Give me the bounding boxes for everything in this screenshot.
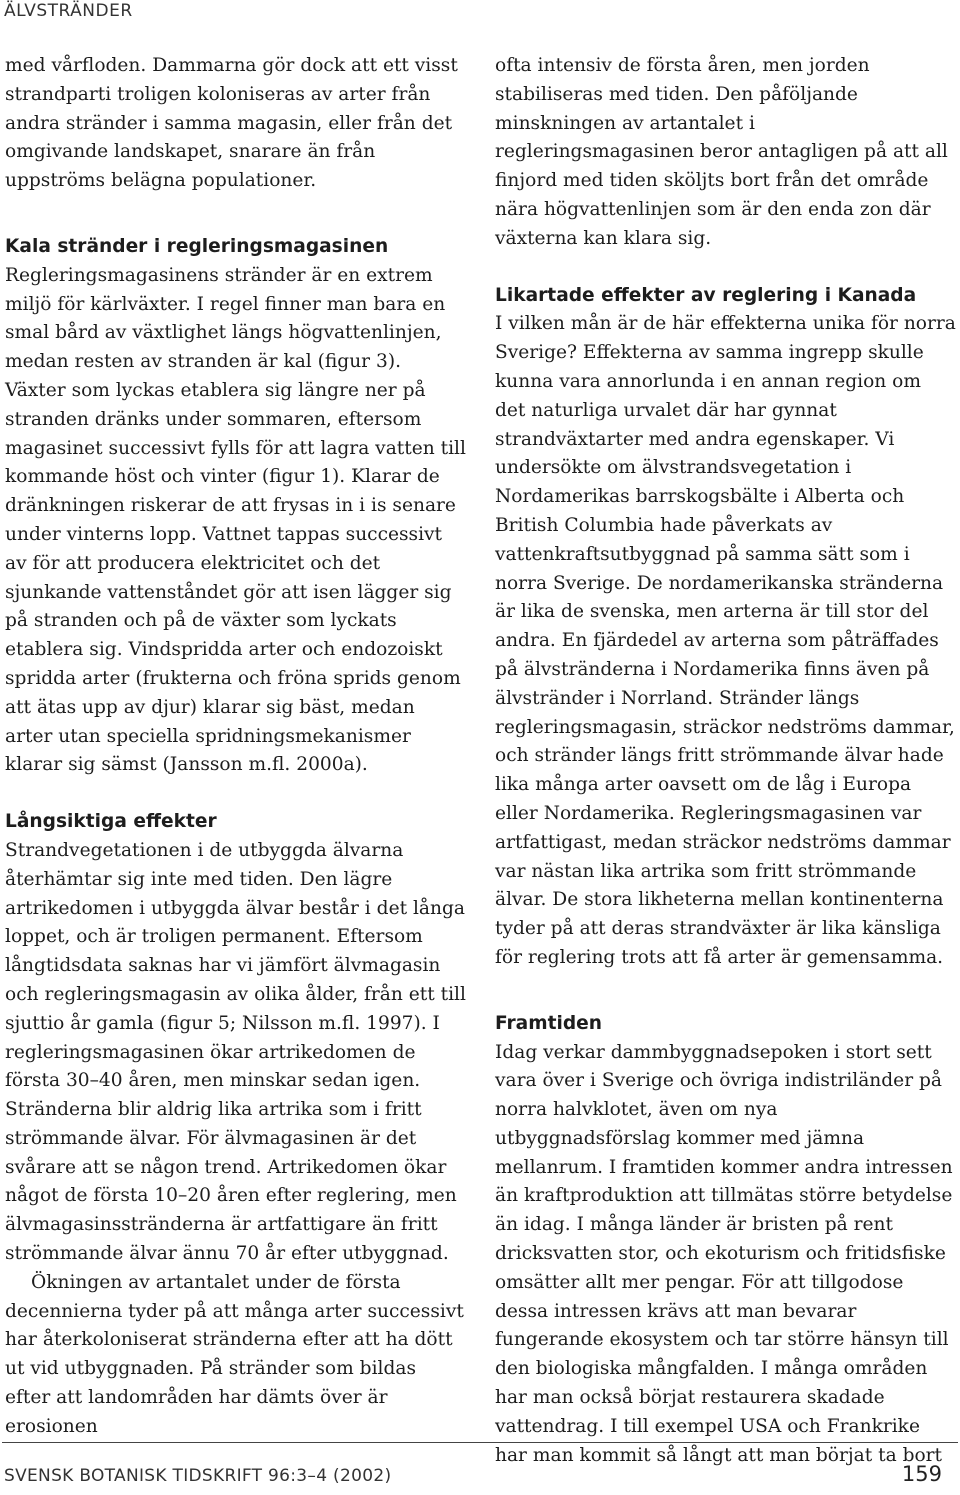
right-paragraph-3: Idag verkar dammbyggnadsepoken i stort sett vara över i Sverige och övriga indistriländer på norra halvklotet, även om nya utbyggnadsförslag kommer med jämna mellanrum. I framtiden kommer andra intressen än kraftproduktion att tillmätas större betydelse än idag. I många länder är bristen på rent dricksvatten stor, och ekoturism och fritidsfiske omsätter allt mer pengar. För att tillgodose dessa intressen krävs att man bevarar fungerande ekosystem och tar större hänsyn till den biologiska mångfalden. I många områden har man också börjat restaurera skadade vattendrag. I till exempel USA och Frankrike har man kommit så långt att man börjat ta bort	[495, 1041, 953, 1466]
section-heading-likartade-effekter: Likartade effekter av reglering i Kanada	[495, 284, 917, 306]
right-paragraph-1: ofta intensiv de första åren, men jorden stabiliseras med tiden. Den påföljande minskningen av artantalet i regleringsmagasinen beror antagligen på att all finjord med tiden sköljts bort från det område nära högvattenlinjen som är den enda zon där växterna kan klara sig.	[495, 55, 948, 249]
left-column	[5, 52, 467, 1442]
page-number: 159	[901, 1462, 942, 1486]
left-paragraph-2: Regleringsmagasinens stränder är en extrem miljö för kärlväxter. I regel finner man bara en smal bård av växtlighet längs högvattenlinjen, medan resten av stranden är kal (figur 3). Växter som lyckas etablera sig längre ner på stranden dränks under sommaren, eftersom magasinet successivt fylls för att lagra vatten till kommande höst och vinter (figur 1). Klarar de dränkningen riskerar de att frysas in i is senare under vinterns lopp. Vattnet tappas successivt av för att producera elektricitet och det sjunkande vattenståndet gör att isen lägger sig på stranden och på de växter som lyckats etablera sig. Vindspridda arter och endozoiskt spridda arter (frukterna och fröna sprids genom att ätas upp av djur) klarar sig bäst, medan arter utan speciella spridningsmekanismer klarar sig sämst (Jansson m.fl. 2000a).	[5, 264, 466, 776]
right-paragraph-2: I vilken mån är de här effekterna unika för norra Sverige? Effekterna av samma ingrepp skulle kunna vara annorlunda i en annan region om det naturliga urvalet där har gynnat strandväxtarter med andra egenskaper. Vi undersökte om älvstrandsvegetation i Nordamerikas barrskogsbälte i Alberta och British Columbia hade påverkats av vattenkraftsutbyggnad på samma sätt som i norra Sverige. De nordamerikanska stränderna är lika de svenska, men arterna är till stor del andra. En fjärdedel av arterna som påträffades på älvstränderna i Nordamerika finns även på älvstränder i Norrland. Stränder längs regleringsmagasin, sträckor nedströms dammar, och stränder längs fritt strömmande älvar hade lika många arter oavsett om de låg i Europa eller Nordamerika. Regleringsmagasinen var artfattigast, medan sträckor nedströms dammar var nästan lika artrika som fritt strömmande älvar. De stora likheterna mellan kontinenterna tyder på att deras strandväxter är lika känsliga för reglering trots att få arter är gemensamma.	[495, 313, 956, 968]
left-paragraph-3: Strandvegetationen i de utbyggda älvarna återhämtar sig inte med tiden. Den lägre artrikedomen i utbyggda älvar består i det långa loppet, och är troligen permanent. Eftersom långtidsdata saknas har vi jämfört älvmagasin och regleringsmagasin av olika ålder, från ett till sjuttio år gamla (figur 5; Nilsson m.fl. 1997). I regleringsmagasinen ökar artrikedomen de första 30–40 åren, men minskar sedan igen. Stränderna blir aldrig lika artrika som i fritt strömmande älvar. För älvmagasinen är det svårare att se någon trend. Artrikedomen ökar något de första 10–20 åren efter reglering, men älvmagasinsstränderna är artfattigare än fritt strömmande älvar ännu 70 år efter utbyggnad.	[5, 839, 466, 1265]
footer-journal-citation: SVENSK BOTANISK TIDSKRIFT 96:3–4 (2002)	[4, 1466, 392, 1486]
section-heading-langsiktiga-effekter: Långsiktiga effekter	[5, 811, 217, 833]
left-paragraph-4: Ökningen av artantalet under de första decennierna tyder på att många arter successivt har återkoloniserat stränderna efter att ha dött ut vid utbyggnaden. På stränder som bildas efter att landområden har dämts över är erosionen	[5, 1271, 464, 1437]
left-paragraph-1: med vårfloden. Dammarna gör dock att ett visst strandparti troligen koloniseras av arter från andra stränder i samma magasin, eller från det omgivande landskapet, snarare än från uppströms belägna populationer.	[5, 55, 458, 192]
section-heading-framtiden: Framtiden	[495, 1012, 603, 1034]
section-heading-kala-strander: Kala stränder i regleringsmagasinen	[5, 235, 389, 257]
footer-divider	[2, 1442, 958, 1443]
right-column	[495, 52, 957, 1470]
running-head: ÄLVSTRÄNDER	[4, 1, 133, 21]
